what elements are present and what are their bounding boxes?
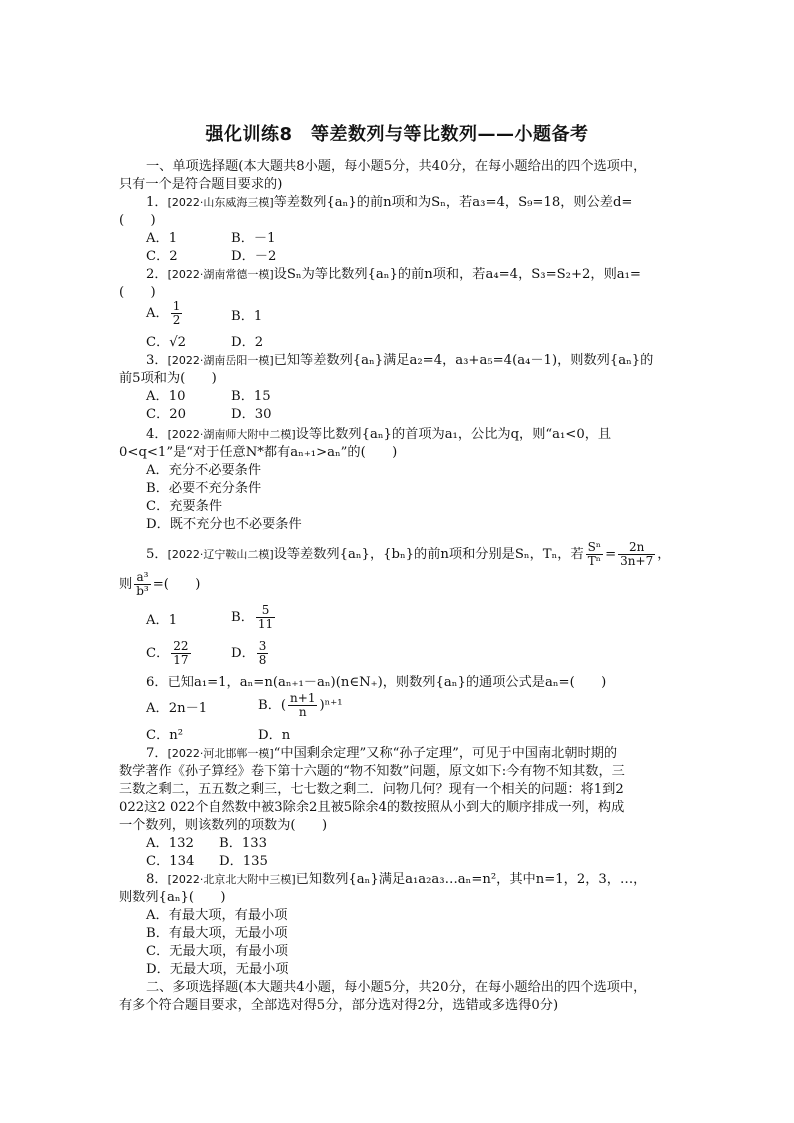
fraction <box>288 692 317 719</box>
numerator: 1 <box>172 299 181 313</box>
question-3-line2: 前5项和为( ) <box>119 371 217 386</box>
denominator: n <box>298 705 307 720</box>
question-7 <box>146 747 617 760</box>
question-number: 5． <box>146 547 168 563</box>
question-number: 4． <box>146 427 168 442</box>
question-source: [2022·山东威海三模] <box>167 196 274 209</box>
q4-option-d: D．既不充分也不必要条件 <box>146 517 302 532</box>
q1-option-c: C．2 <box>146 249 178 264</box>
denominator: 8 <box>258 653 267 668</box>
q2-option-a <box>146 300 184 327</box>
numerator: Sⁿ <box>587 540 602 554</box>
option-label: B． <box>231 610 254 626</box>
question-7-line2: 数学著作《孙子算经》卷下第十六题的“物不知数”问题，原文如下:今有物不知其数，三 <box>119 764 625 779</box>
section1-intro-line1: 一、单项选择题(本大题共8小题，每小题5分，共40分，在每小题给出的四个选项中， <box>146 159 647 174</box>
fraction <box>171 640 190 667</box>
question-number: 2． <box>146 267 168 282</box>
section1-intro-line2: 只有一个是符合题目要求的) <box>119 177 283 192</box>
question-text: 已知等差数列{aₙ}满足a₂=4，a₃+a₅=4(a₄－1)，则数列{aₙ}的 <box>273 353 654 368</box>
question-text: 等差数列{aₙ}的前n项和为Sₙ，若a₃=4，S₉=18，则公差d= <box>273 195 633 210</box>
question-number: 3． <box>146 353 168 368</box>
numerator: 2n <box>618 541 655 555</box>
fraction-a-over-b <box>134 571 151 598</box>
denominator: 3n+7 <box>620 554 654 569</box>
question-4 <box>146 428 611 441</box>
question-text: 设等比数列{aₙ}的首项为a₁，公比为q，则“a₁<0，且 <box>295 427 612 442</box>
q2-option-c: C．√2 <box>146 335 187 350</box>
question-4-line2: 0<q<1”是“对于任意N*都有aₙ₊₁>aₙ”的( ) <box>119 445 398 460</box>
q1-option-b: B．－1 <box>231 231 276 246</box>
question-source: [2022·湖南师大附中二模] <box>167 428 296 441</box>
question-1 <box>146 196 632 209</box>
fraction <box>171 300 183 327</box>
numerator: a³ <box>134 571 151 585</box>
option-label: A． <box>146 306 169 322</box>
question-text: 已知数列{aₙ}满足a₁a₂a₃…aₙ=n²，其中n=1，2，3，…， <box>295 872 647 887</box>
section2-intro-line1: 二、多项选择题(本大题共4小题，每小题5分，共20分，在每小题给出的四个选项中， <box>146 980 647 995</box>
question-7-line4: 022这2 022个自然数中被3除余2且被5除余4的数按照从小到大的顺序排成一列，构成 <box>119 800 625 815</box>
q4-option-c: C．充要条件 <box>146 499 223 514</box>
question-6: 6．已知a₁=1，aₙ=n(aₙ₊₁－aₙ)(n∈N₊)，则数列{aₙ}的通项公式是aₙ=( ) <box>146 675 607 690</box>
q1-option-a: A．1 <box>146 231 178 246</box>
question-text: “中国剩余定理”又称“孙子定理”，可见于中国南北朝时期的 <box>273 746 618 761</box>
question-2 <box>146 268 641 281</box>
page-title: 强化训练8 等差数列与等比数列——小题备考 <box>205 124 589 145</box>
q7-option-b: B．133 <box>219 836 268 851</box>
question-source: [2022·辽宁鞍山二模] <box>167 548 274 562</box>
option-label: D． <box>231 646 255 662</box>
fraction <box>257 640 269 667</box>
q7-option-c: C．134 <box>146 854 195 869</box>
numerator: 3 <box>258 639 267 653</box>
question-2-paren: ( ) <box>119 285 156 300</box>
denominator: Tⁿ <box>587 554 601 569</box>
question-number: 7． <box>146 746 168 761</box>
q2-option-b: B．1 <box>231 309 263 324</box>
denominator: 17 <box>173 653 189 668</box>
question-8 <box>146 873 646 886</box>
fraction <box>256 604 275 631</box>
question-number: 8． <box>146 872 168 887</box>
section2-intro-line2: 有多个符合题目要求，全部选对得5分，部分选对得2分，选错或多选得0分) <box>119 998 559 1013</box>
q6-option-c: C．n² <box>146 728 184 743</box>
denominator: b³ <box>136 584 149 599</box>
question-5 <box>146 541 670 568</box>
question-1-paren: ( ) <box>119 213 156 228</box>
question-source: [2022·湖南岳阳一模] <box>167 354 274 367</box>
q3-option-c: C．20 <box>146 407 187 422</box>
q2-option-d: D．2 <box>231 335 264 350</box>
q1-option-d: D．－2 <box>231 249 277 264</box>
q5-option-a: A．1 <box>146 613 178 628</box>
q5-option-b <box>231 604 277 631</box>
q4-option-a: A．充分不必要条件 <box>146 463 262 478</box>
equals-sign: = <box>605 547 617 563</box>
q6-option-b <box>258 692 343 719</box>
question-5-line2 <box>119 571 200 598</box>
q3-option-b: B．15 <box>231 389 271 404</box>
q3-option-a: A．10 <box>146 389 186 404</box>
option-label: C． <box>146 646 170 662</box>
question-text: 设等差数列{aₙ}，{bₙ}的前n项和分别是Sₙ，Tₙ，若 <box>273 547 584 563</box>
q7-option-d: D．135 <box>219 854 268 869</box>
q8-option-b: B．有最大项，无最小项 <box>146 926 288 941</box>
q7-option-a: A．132 <box>146 836 194 851</box>
q8-option-a: A．有最大项，有最小项 <box>146 908 288 923</box>
question-7-line3: 三数之剩二，五五数之剩三，七七数之剩二．问物几何？现有一个相关的问题：将1到2 <box>119 782 624 797</box>
question-3 <box>146 354 653 367</box>
numerator: n+1 <box>290 691 316 705</box>
question-7-line5: 一个数列，则该数列的项数为( ) <box>119 818 328 833</box>
q5-option-c <box>146 640 193 667</box>
punctuation: ， <box>657 547 671 563</box>
fraction-rhs <box>618 541 655 568</box>
q6-option-a: A．2n－1 <box>146 701 208 716</box>
numerator: 5 <box>256 604 275 618</box>
q4-option-b: B．必要不充分条件 <box>146 481 262 496</box>
fraction-s-over-t <box>586 541 603 568</box>
text: 则 <box>119 577 133 593</box>
question-text: 设Sₙ为等比数列{aₙ}的前n项和，若a₄=4，S₃=S₂+2，则a₁= <box>273 267 641 282</box>
denominator: 2 <box>172 313 181 328</box>
numerator: 22 <box>173 639 189 653</box>
q6-option-d: D．n <box>258 728 291 743</box>
denominator: 11 <box>257 617 274 632</box>
question-8-line2: 则数列{aₙ}( ) <box>119 890 226 905</box>
q8-option-c: C．无最大项，有最小项 <box>146 944 288 959</box>
text: =( ) <box>152 577 201 593</box>
question-source: [2022·湖南常德一模] <box>167 268 274 281</box>
question-number: 1． <box>146 195 168 210</box>
question-source: [2022·北京北大附中三模] <box>167 873 296 886</box>
q8-option-d: D．无最大项，无最小项 <box>146 962 289 977</box>
q3-option-d: D．30 <box>231 407 272 422</box>
exponent: )ⁿ⁺¹ <box>319 698 343 714</box>
question-source: [2022·河北邯郸一模] <box>167 747 274 760</box>
option-label: B．( <box>258 698 287 714</box>
q5-option-d <box>231 640 270 667</box>
